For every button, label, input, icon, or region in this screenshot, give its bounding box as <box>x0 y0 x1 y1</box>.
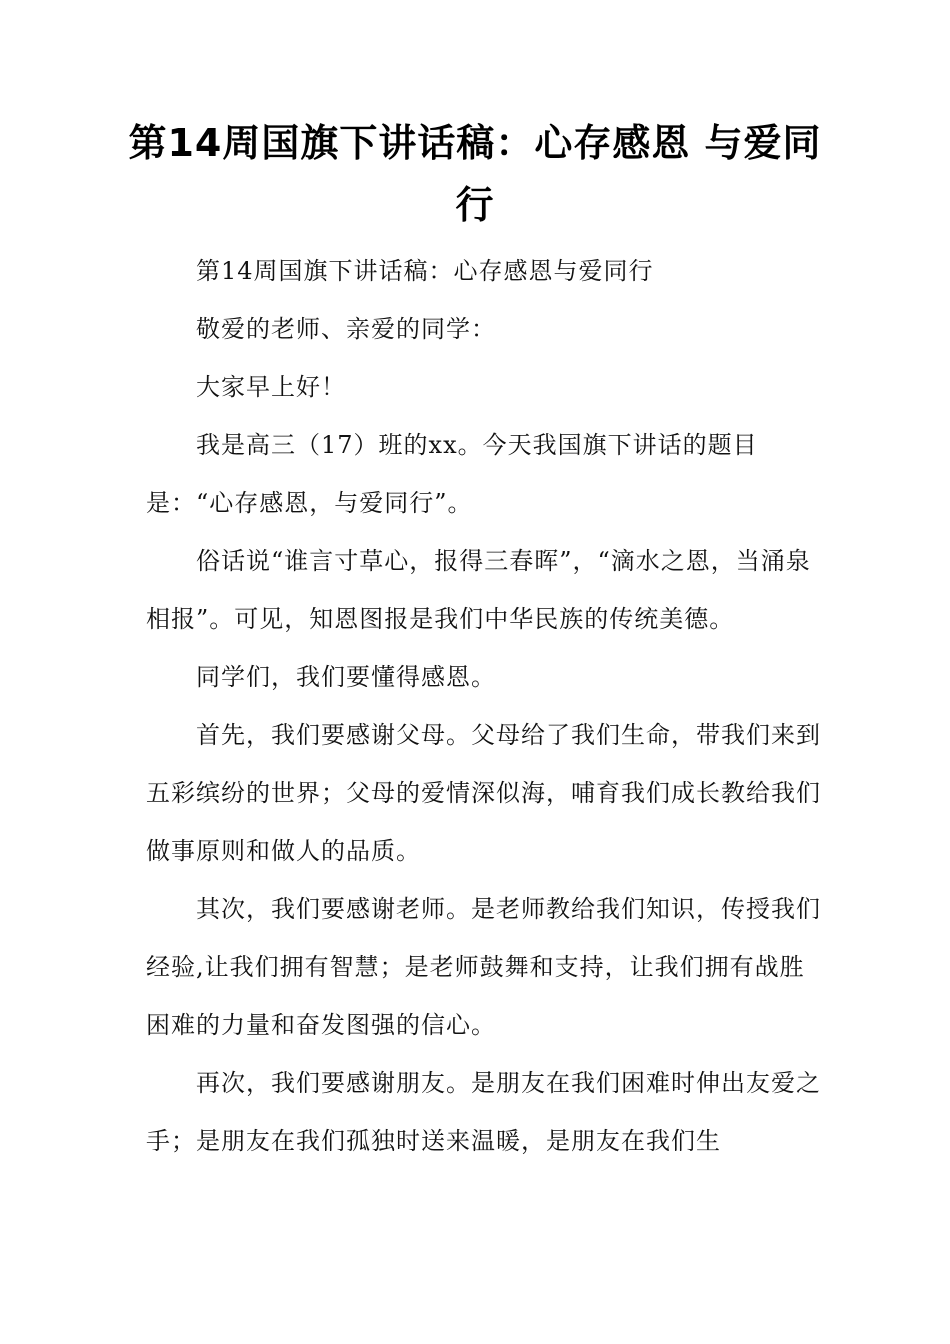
document-body <box>146 242 821 1170</box>
paragraph-teachers: 其次，我们要感谢老师。是老师教给我们知识，传授我们经验,让我们拥有智慧；是老师鼓舞和支持，让我们拥有战胜困难的力量和奋发图强的信心。 <box>146 895 821 1039</box>
paragraph-salutation: 敬爱的老师、亲爱的同学： <box>196 315 496 343</box>
paragraph-friends: 再次，我们要感谢朋友。是朋友在我们困难时伸出友爱之手；是朋友在我们孤独时送来温暖，是朋友在我们生 <box>146 1069 821 1155</box>
paragraph-gratitude: 同学们，我们要懂得感恩。 <box>196 663 496 691</box>
paragraph-proverb: 俗话说“谁言寸草心，报得三春晖”，“滴水之恩，当涌泉相报”。可见，知恩图报是我们中华民族的传统美德。 <box>146 547 811 633</box>
paragraph-subtitle: 第14周国旗下讲话稿：心存感恩与爱同行 <box>196 257 654 285</box>
paragraph-parents: 首先，我们要感谢父母。父母给了我们生命，带我们来到五彩缤纷的世界；父母的爱情深似海，哺育我们成长教给我们做事原则和做人的品质。 <box>146 721 821 865</box>
paragraph-greeting: 大家早上好！ <box>196 373 346 401</box>
paragraph-introduction: 我是高三（17）班的xx。今天我国旗下讲话的题目是：“心存感恩，与爱同行”。 <box>146 431 758 517</box>
document-title: 第14周国旗下讲话稿：心存感恩 与爱同行 <box>128 121 822 227</box>
